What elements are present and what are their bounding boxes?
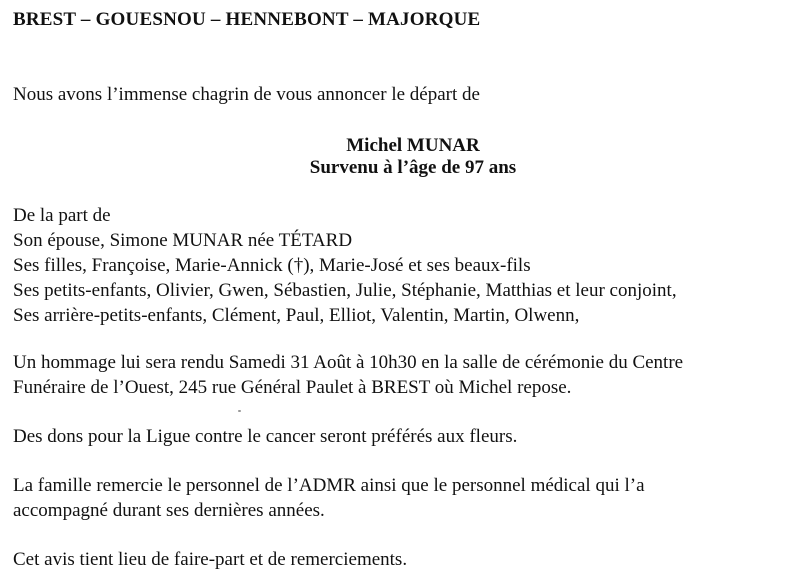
thanks-line-2: accompagné durant ses dernières années. [13,500,325,521]
header-locations: BREST – GOUESNOU – HENNEBONT – MAJORQUE [13,9,481,30]
ceremony-line-2: Funéraire de l’Ouest, 245 rue Général Paulet à BREST où Michel repose. [13,377,572,398]
ceremony-line-1: Un hommage lui sera rendu Samedi 31 Août à 10h30 en la salle de cérémonie du Centre [13,352,684,373]
closing-text: Cet avis tient lieu de faire-part et de remerciements. [13,549,408,570]
donations-text: Des dons pour la Ligue contre le cancer seront préférés aux fleurs. [13,426,518,447]
scan-speck [238,410,241,412]
deceased-age: Survenu à l’âge de 97 ans [309,157,517,178]
family-great-grandchildren: Ses arrière-petits-enfants, Clément, Paul, Elliot, Valentin, Martin, Olwenn, [13,305,580,326]
family-lead: De la part de [13,205,111,226]
family-grandchildren: Ses petits-enfants, Olivier, Gwen, Sébastien, Julie, Stéphanie, Matthias et leur conjoint, [13,280,677,301]
deceased-name: Michel MUNAR [346,135,480,156]
intro-text: Nous avons l’immense chagrin de vous annoncer le départ de [13,84,480,105]
family-daughters: Ses filles, Françoise, Marie-Annick (†), Marie-José et ses beaux-fils [13,255,531,276]
thanks-line-1: La famille remercie le personnel de l’ADMR ainsi que le personnel médical qui l’a [13,475,645,496]
family-spouse: Son épouse, Simone MUNAR née TÉTARD [13,230,353,251]
